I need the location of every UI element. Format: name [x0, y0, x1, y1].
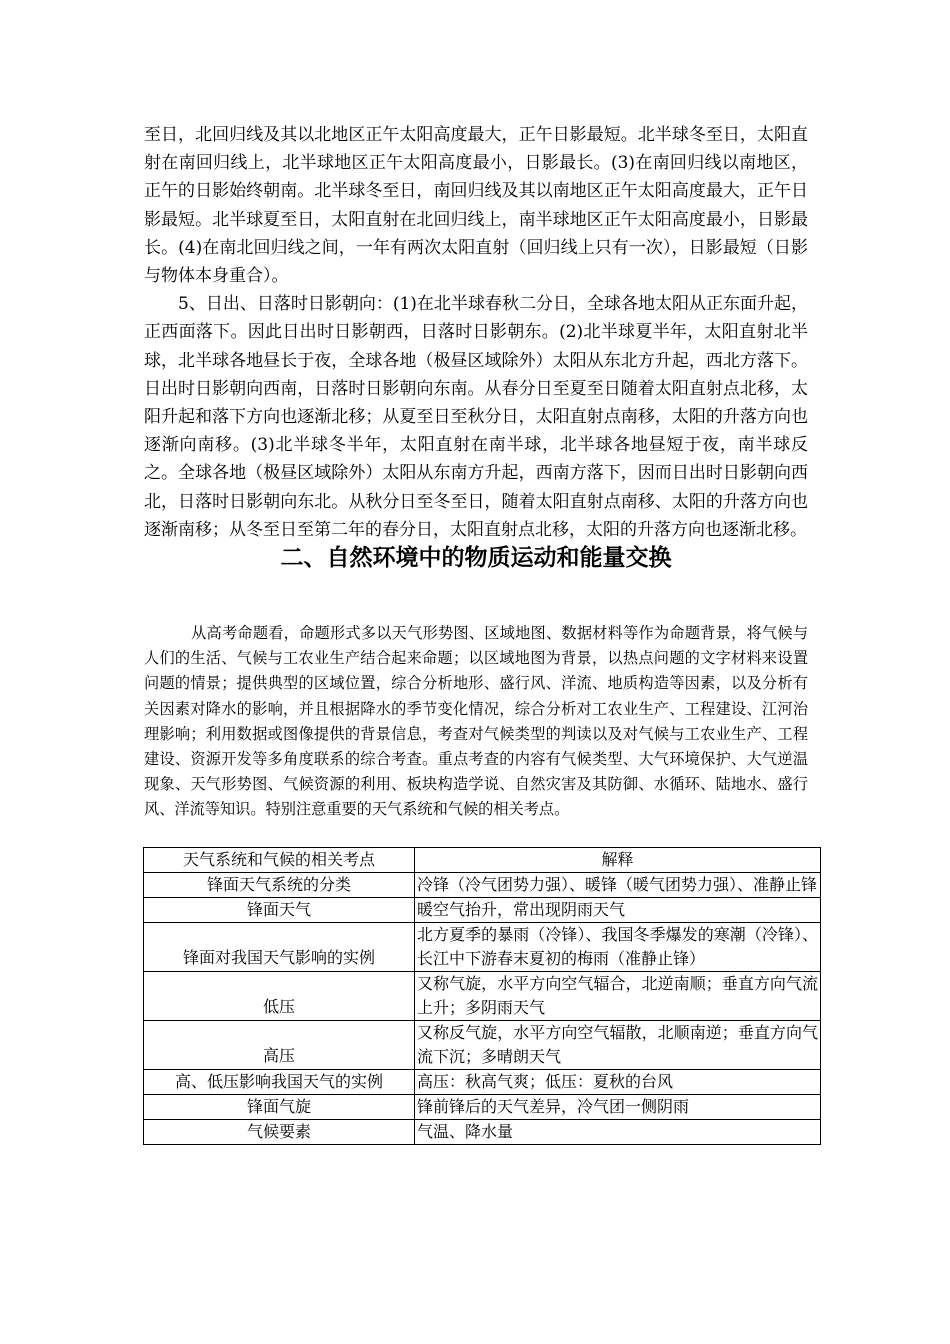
table-row [144, 972, 821, 1021]
table-row [144, 923, 821, 972]
intro-paragraph: 从高考命题看，命题形式多以天气形势图、区域地图、数据材料等作为命题背景，将气候与人们的生活、气候与工农业生产结合起来命题；以区域地图为背景，以热点问题的文字材料来设置问题的情景；提供典型的区域位置，综合分析地形、盛行风、洋流、地质构造等因素，以及分析有关因素对降水的影响，并且根据降水的季节变化情况，综合分析对工农业生产、工程建设、江河治理影响；利用数据或图像提供的背景信息，考查对气候类型的判读以及对气候与工农业生产、工程建设、资源开发等多角度联系的综合考查。重点考查的内容有气候类型、大气环境保护、大气逆温现象、天气形势图、气候资源的利用、板块构造学说、自然灾害及其防御、水循环、陆地水、盛行风、洋流等知识。特别注意重要的天气系统和气候的相关考点。 [144, 624, 808, 819]
sun-shadow-text [144, 121, 808, 544]
table-cell-point: 锋面天气系统的分类 [144, 873, 415, 898]
table-row [144, 1120, 821, 1145]
table-row [144, 1095, 821, 1120]
table-header-explanation: 解释 [415, 848, 821, 873]
table-cell-point: 锋面气旋 [144, 1095, 415, 1120]
table-row [144, 873, 821, 898]
table-row [144, 1070, 821, 1095]
table-cell-explanation: 冷锋（冷气团势力强）、暖锋（暖气团势力强）、准静止锋 [415, 873, 821, 898]
table-cell-point [144, 1021, 415, 1070]
table-cell-point-text: 高压 [262, 1046, 295, 1065]
table-cell-point-text: 低压 [262, 997, 295, 1016]
table-header-point: 天气系统和气候的相关考点 [144, 848, 415, 873]
table-cell-explanation: 暖空气抬升，常出现阴雨天气 [415, 898, 821, 923]
table-row [144, 1021, 821, 1070]
table-cell-point-text: 锋面对我国天气影响的实例 [182, 948, 375, 967]
table-cell-point [144, 923, 415, 972]
weather-climate-table [143, 847, 821, 1145]
point-5-paragraph: 5、日出、日落时日影朝向：(1)在北半球春秋二分日，全球各地太阳从正东面升起，正西面落下。因此日出时日影朝西，日落时日影朝东。(2)北半球夏半年，太阳直射北半球，北半球各地昼长于夜，全球各地（极昼区域除外）太阳从东北方升起，西北方落下。日出时日影朝向西南，日落时日影朝向东南。从春分日至夏至日随着太阳直射点北移，太阳升起和落下方向也逐渐北移；从夏至日至秋分日，太阳直射点南移，太阳的升落方向也逐渐向南移。(3)北半球冬半年，太阳直射在南半球，北半球各地昼短于夜，南半球反之。全球各地（极昼区域除外）太阳从东南方升起，西南方落下，因而日出时日影朝向西北，日落时日影朝向东北。从秋分日至冬至日，随着太阳直射点南移、太阳的升落方向也逐渐南移；从冬至日至第二年的春分日，太阳直射点北移，太阳的升落方向也逐渐北移。 [144, 294, 808, 540]
table-cell-explanation: 高压：秋高气爽；低压：夏秋的台风 [415, 1070, 821, 1095]
table-cell-explanation: 北方夏季的暴雨（冷锋）、我国冬季爆发的寒潮（冷锋）、长江中下游春末夏初的梅雨（准静止锋） [415, 923, 821, 972]
section-heading: 二、自然环境中的物质运动和能量交换 [280, 545, 672, 571]
table-cell-point: 气候要素 [144, 1120, 415, 1145]
table-cell-point: 高、低压影响我国天气的实例 [144, 1070, 415, 1095]
table-cell-explanation: 又称气旋，水平方向空气辐合，北逆南顺；垂直方向气流上升；多阴雨天气 [415, 972, 821, 1021]
table-header-row [144, 848, 821, 873]
table-cell-explanation: 气温、降水量 [415, 1120, 821, 1145]
table-cell-explanation: 又称反气旋，水平方向空气辐散，北顺南逆；垂直方向气流下沉；多晴朗天气 [415, 1021, 821, 1070]
table-cell-explanation: 锋前锋后的天气差异，冷气团一侧阴雨 [415, 1095, 821, 1120]
table-cell-point: 锋面天气 [144, 898, 415, 923]
continuation-paragraph: 至日，北回归线及其以北地区正午太阳高度最大，正午日影最短。北半球冬至日，太阳直射在南回归线上，北半球地区正午太阳高度最小，日影最长。(3)在南回归线以南地区，正午的日影始终朝南。北半球冬至日，南回归线及其以南地区正午太阳高度最大，正午日影最短。北半球夏至日，太阳直射在北回归线上，南半球地区正午太阳高度最小，日影最长。(4)在南北回归线之间，一年有两次太阳直射（回归线上只有一次），日影最短（日影与物体本身重合）。 [144, 125, 808, 287]
table-cell-point [144, 972, 415, 1021]
table-row [144, 898, 821, 923]
